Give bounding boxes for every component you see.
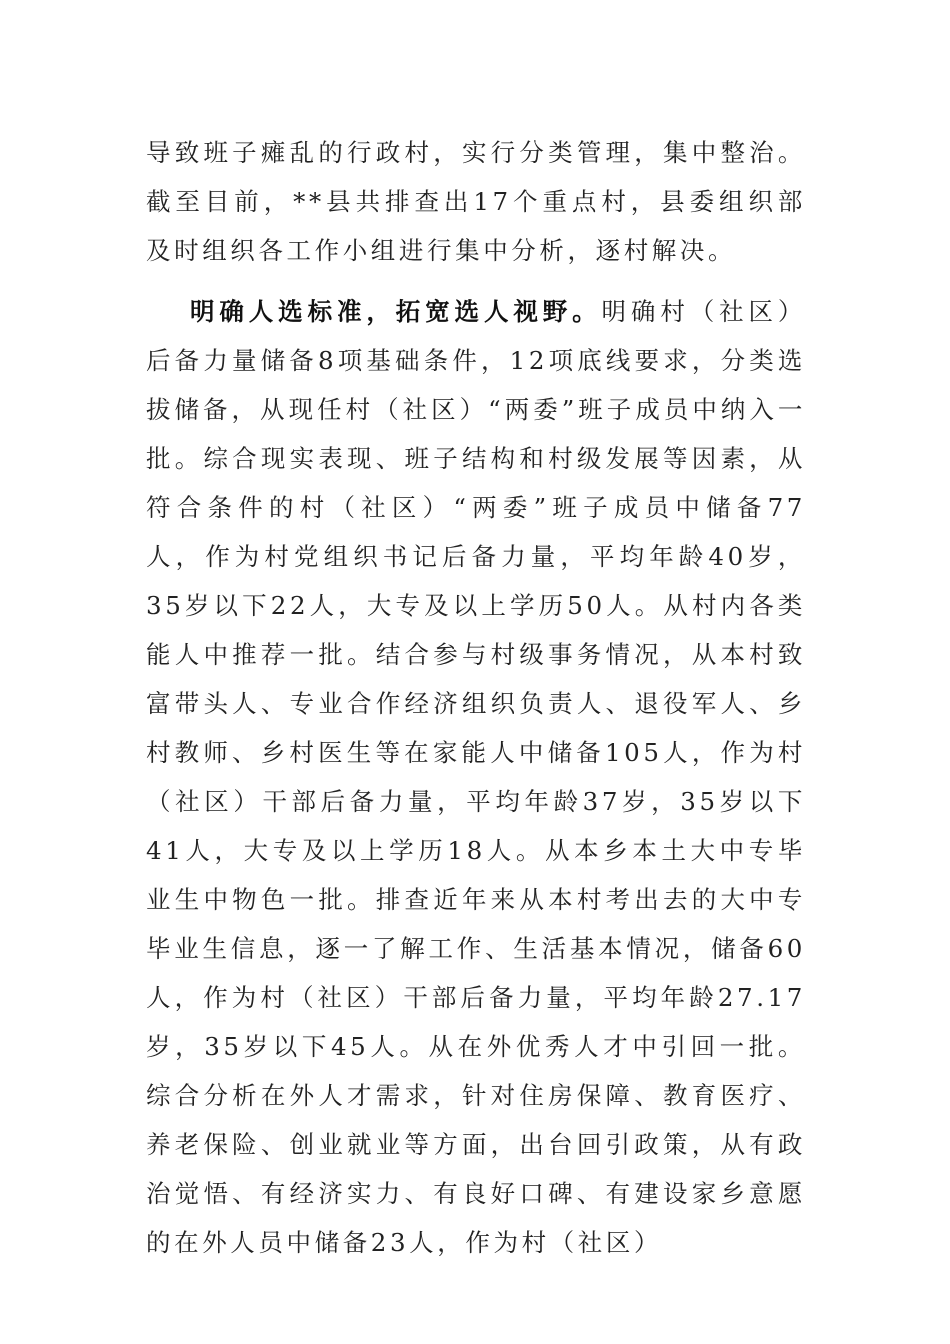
paragraph-talent-selection	[146, 287, 806, 1267]
document-body	[146, 128, 806, 1267]
paragraph-continuation: 导致班子瘫乱的行政村，实行分类管理，集中整治。截至目前，**县共排查出17个重点村，县委组织部及时组织各工作小组进行集中分析，逐村解决。	[146, 138, 806, 265]
paragraph-lead-heading: 明确人选标准，拓宽选人视野。	[190, 297, 602, 326]
paragraph-body-text: 明确村（社区）后备力量储备8项基础条件，12项底线要求，分类选拔储备，从现任村（社区）“两委”班子成员中纳入一批。综合现实表现、班子结构和村级发展等因素，从符合条件的村（社区）“两委”班子成员中储备77人，作为村党组织书记后备力量，平均年龄40岁，35岁以下22人，大专及以上学历50人。从村内各类能人中推荐一批。结合参与村级事务情况，从本村致富带头人、专业合作经济组织负责人、退役军人、乡村教师、乡村医生等在家能人中储备105人，作为村（社区）干部后备力量，平均年龄37岁，35岁以下41人，大专及以上学历18人。从本乡本土大中专毕业生中物色一批。排查近年来从本村考出去的大中专毕业生信息，逐一了解工作、生活基本情况，储备60人，作为村（社区）干部后备力量，平均年龄27.17岁，35岁以下45人。从在外优秀人才中引回一批。综合分析在外人才需求，针对住房保障、教育医疗、养老保险、创业就业等方面，出台回引政策，从有政治觉悟、有经济实力、有良好口碑、有建设家乡意愿的在外人员中储备23人，作为村（社区）	[146, 297, 806, 1257]
